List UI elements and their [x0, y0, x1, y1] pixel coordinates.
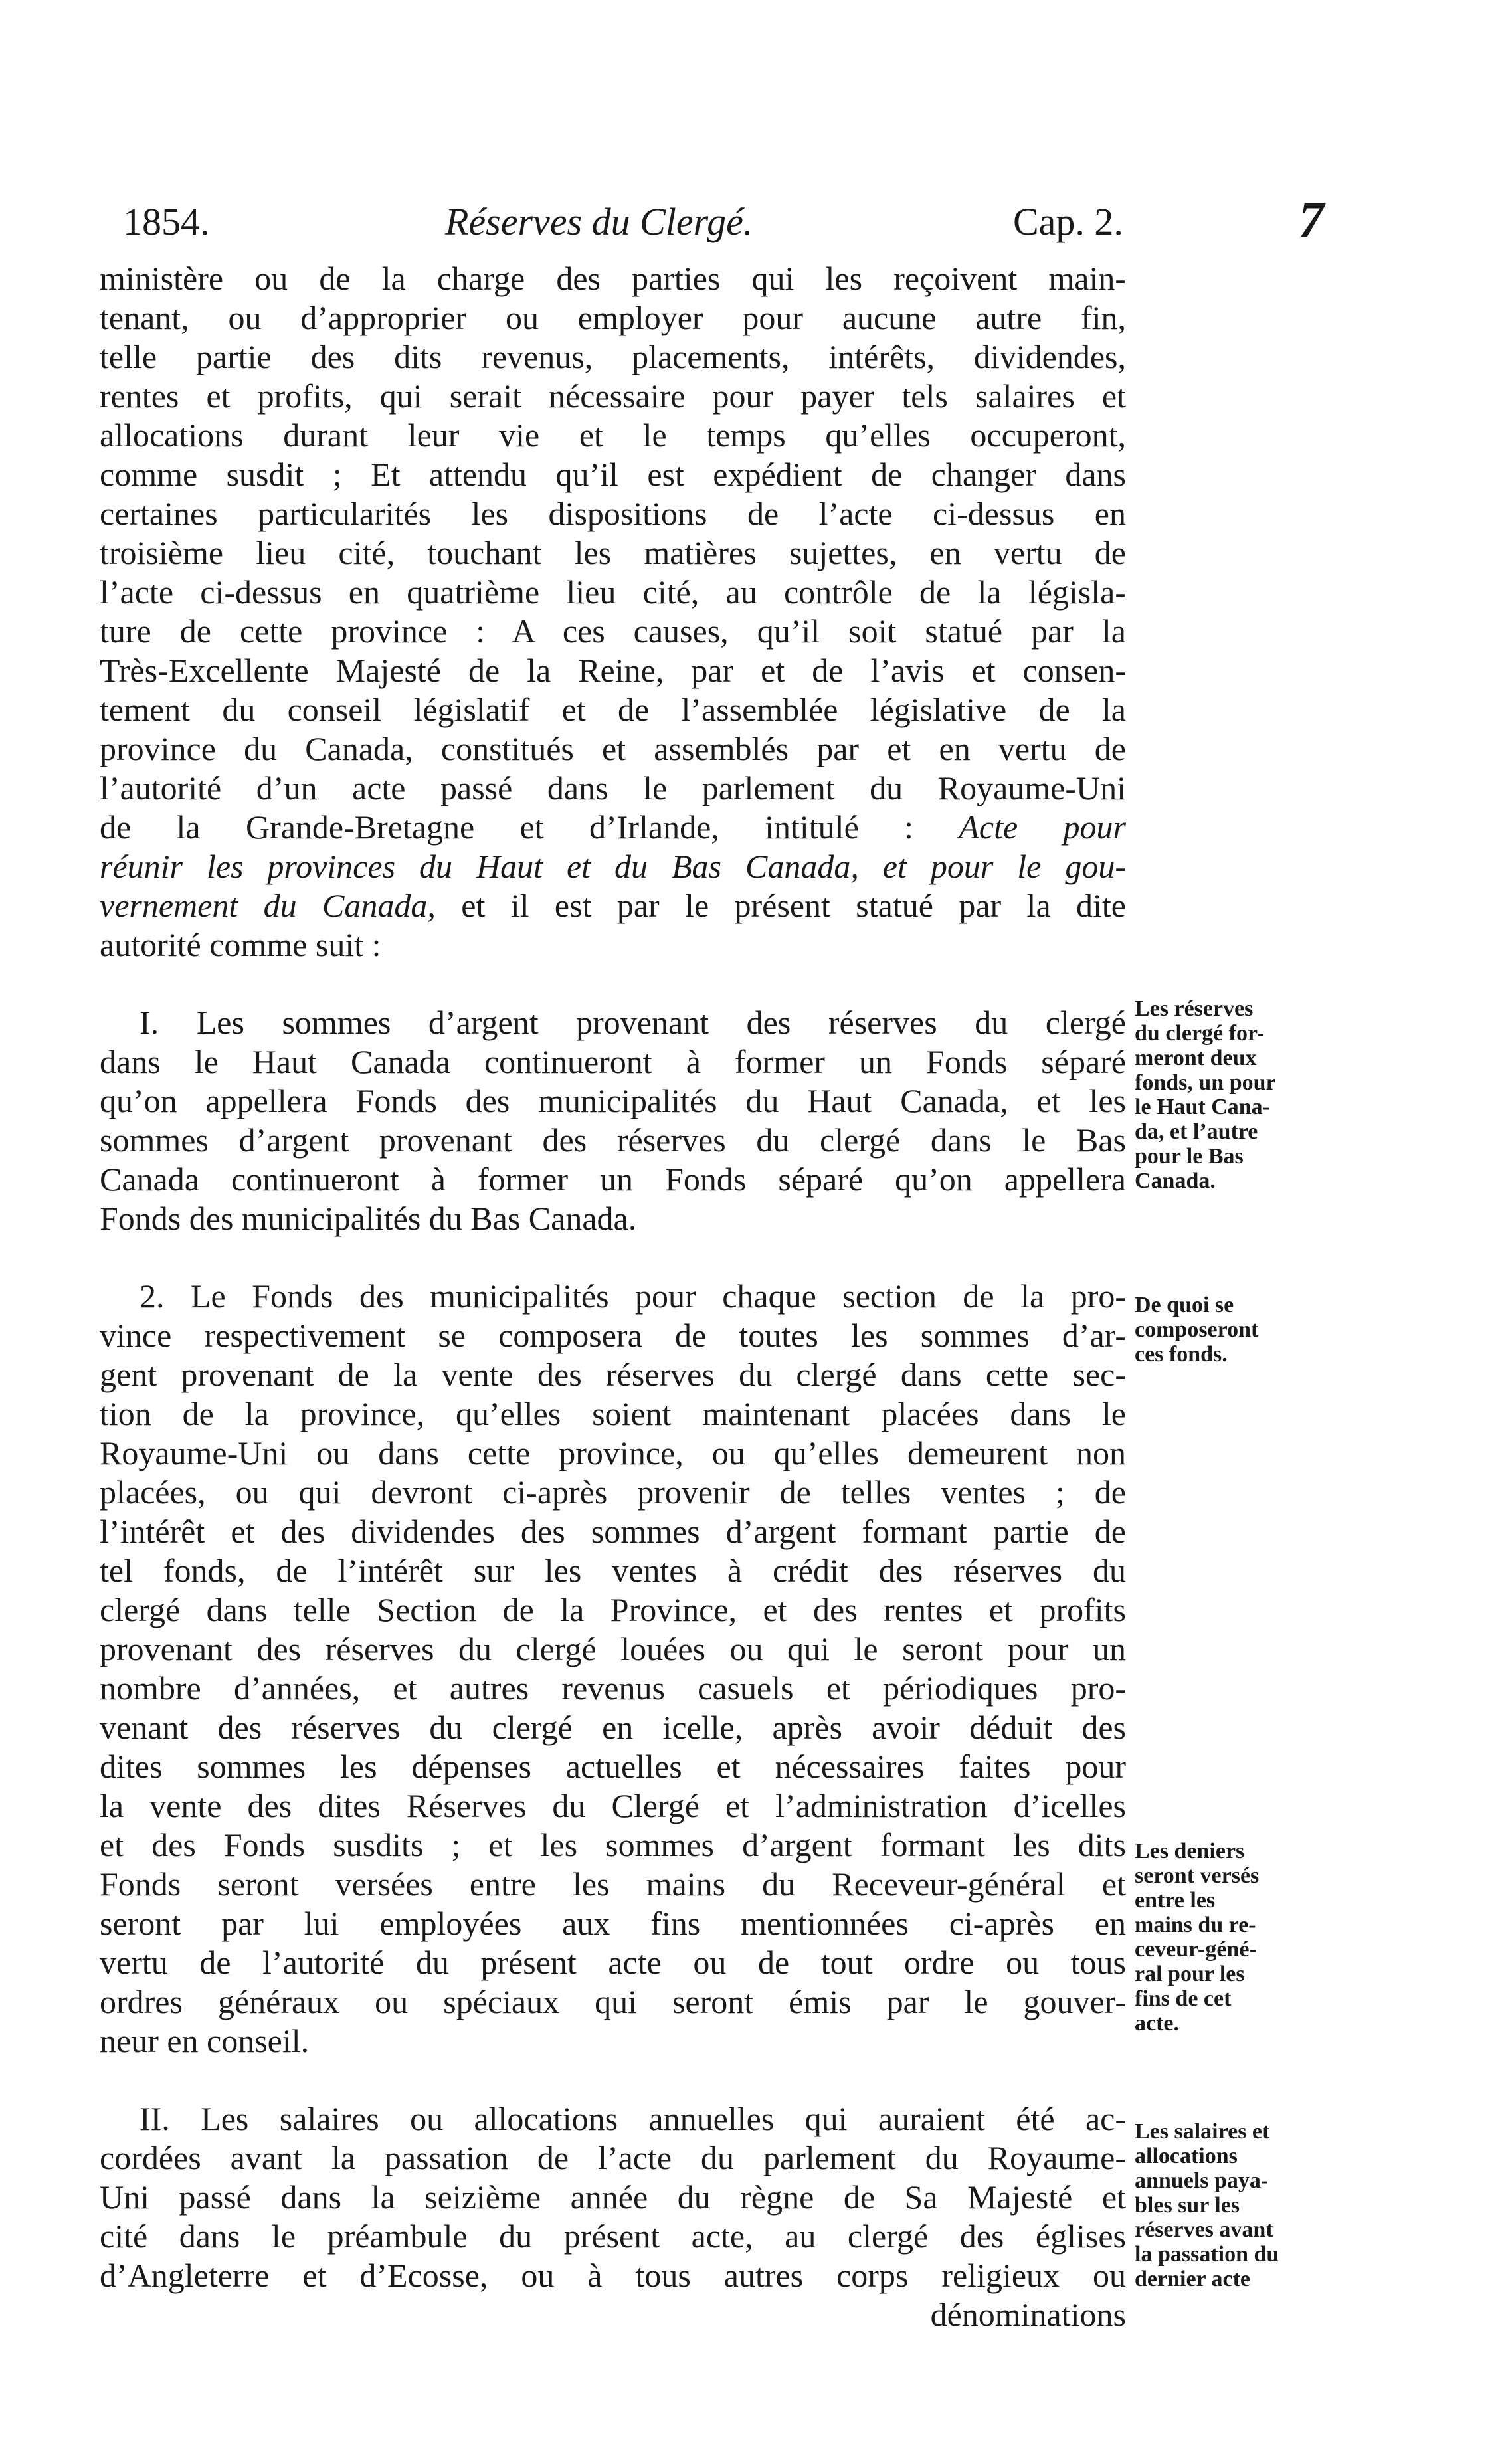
text-line: vince respectivement se composera de toutes les sommes d’ar- — [100, 1317, 1126, 1354]
text-line: cité dans le préambule du présent acte, au clergé des églises — [100, 2218, 1126, 2255]
header-chapter: Cap. 2. — [1013, 200, 1123, 243]
text-line — [100, 847, 1126, 886]
text-line: ture de cette province : A ces causes, qu’il soit statué par la — [100, 613, 1126, 650]
margin-line: le Haut Cana- — [1135, 1095, 1270, 1119]
text-line: tenant, ou d’approprier ou employer pour aucune autre fin, — [100, 299, 1126, 336]
text-line: l’acte ci-dessus en quatrième lieu cité, au contrôle de la législa- — [100, 573, 1126, 611]
margin-line: meront deux — [1135, 1046, 1257, 1070]
marginal-note-2 — [1135, 1293, 1334, 1367]
text-line: sommes d’argent provenant des réserves du clergé dans le Bas — [100, 1121, 1126, 1159]
text-line: seront par lui employées aux fins mentionnées ci-après en — [100, 1905, 1126, 1942]
margin-line: fonds, un pour — [1135, 1070, 1276, 1095]
text-line: provenant des réserves du clergé louées ou qui le seront pour un — [100, 1630, 1126, 1667]
text-line: gent provenant de la vente des réserves du clergé dans cette sec- — [100, 1356, 1126, 1393]
text-line: vertu de l’autorité du présent acte ou de tout ordre ou tous — [100, 1944, 1126, 1981]
text-line: cordées avant la passation de l’acte du parlement du Royaume- — [100, 2139, 1126, 2176]
margin-line: annuels paya- — [1135, 2168, 1269, 2193]
act-title-italic: vernement du Canada, — [100, 887, 436, 924]
section-II — [100, 2099, 1126, 2334]
margin-line: Canada. — [1135, 1169, 1216, 1193]
text-line: l’intérêt et des dividendes des sommes d’argent formant partie de — [100, 1513, 1126, 1550]
text-span: et il est par le présent statué par la dite — [435, 887, 1127, 924]
text-span: de la Grande-Bretagne et d’Irlande, intitulé : — [100, 808, 914, 846]
text-line: II. Les salaires ou allocations annuelles qui auraient été ac- — [140, 2100, 1126, 2137]
text-line: Très-Excellente Majesté de la Reine, par et de l’avis et consen- — [100, 652, 1126, 689]
text-line: autorité comme suit : — [100, 926, 381, 963]
text-line: Royaume-Uni ou dans cette province, ou qu’elles demeurent non — [100, 1434, 1126, 1471]
margin-line: da, et l’autre — [1135, 1119, 1258, 1144]
text-line: tement du conseil législatif et de l’assemblée législative de la — [100, 691, 1126, 728]
margin-line: allocations — [1135, 2144, 1238, 2168]
margin-line: ral pour les — [1135, 1962, 1245, 1986]
margin-line: bles sur les — [1135, 2193, 1240, 2218]
text-line: province du Canada, constitués et assemblés par et en vertu de — [100, 730, 1126, 767]
text-line: clergé dans telle Section de la Province, et des rentes et profits — [100, 1591, 1126, 1628]
marginal-note-3 — [1135, 1839, 1334, 2036]
margin-line: De quoi se — [1135, 1293, 1234, 1317]
margin-line: composeront — [1135, 1317, 1259, 1342]
margin-line: fins de cet — [1135, 1986, 1232, 2011]
text-line: troisième lieu cité, touchant les matières sujettes, en vertu de — [100, 534, 1126, 571]
margin-line: entre les — [1135, 1888, 1216, 1913]
act-title-italic: réunir les provinces du Haut et du Bas Canada, et pour le gou- — [100, 848, 1126, 885]
text-line: la vente des dites Réserves du Clergé et l’administration d’icelles — [100, 1787, 1126, 1824]
text-line — [100, 808, 1126, 847]
text-line: comme susdit ; Et attendu qu’il est expédient de changer dans — [100, 456, 1126, 493]
text-line: ordres généraux ou spéciaux qui seront émis par le gouver- — [100, 1983, 1126, 2020]
text-line: 2. Le Fonds des municipalités pour chaque section de la pro- — [140, 1278, 1126, 1315]
text-line: placées, ou qui devront ci-après provenir de telles ventes ; de — [100, 1473, 1126, 1511]
text-line: neur en conseil. — [100, 2022, 310, 2059]
margin-line: la passation du — [1135, 2242, 1279, 2267]
section-2 — [100, 1277, 1126, 2061]
text-line: allocations durant leur vie et le temps qu’elles occuperont, — [100, 417, 1126, 454]
margin-line: ceveur-géné- — [1135, 1937, 1257, 1962]
margin-line: dernier acte — [1135, 2267, 1251, 2291]
text-line: ministère ou de la charge des parties qui les reçoivent main- — [100, 260, 1126, 297]
text-line — [100, 886, 1126, 925]
header-title: Réserves du Clergé. — [445, 200, 753, 243]
preamble-paragraph — [100, 259, 1126, 965]
margin-line: du clergé for- — [1135, 1021, 1265, 1046]
page-number: 7 — [1299, 192, 1324, 248]
text-line: nombre d’années, et autres revenus casuels et périodiques pro- — [100, 1669, 1126, 1707]
margin-line: Les réserves — [1135, 996, 1254, 1021]
text-line: dites sommes les dépenses actuelles et nécessaires faites pour — [100, 1748, 1126, 1785]
text-line: Canada continueront à former un Fonds séparé qu’on appellera — [100, 1161, 1126, 1198]
catchword: dénominations — [930, 2296, 1126, 2333]
margin-line: ces fonds. — [1135, 1342, 1228, 1367]
margin-line: Les deniers — [1135, 1839, 1245, 1863]
section-I — [100, 1003, 1126, 1238]
text-line: venant des réserves du clergé en icelle, après avoir déduit des — [100, 1709, 1126, 1746]
text-line: l’autorité d’un acte passé dans le parlement du Royaume-Uni — [100, 769, 1126, 806]
text-line: dans le Haut Canada continueront à former un Fonds séparé — [100, 1043, 1126, 1080]
text-line: tel fonds, de l’intérêt sur les ventes à crédit des réserves du — [100, 1552, 1126, 1589]
marginal-note-1 — [1135, 996, 1334, 1193]
text-line: Uni passé dans la seizième année du règne de Sa Majesté et — [100, 2178, 1126, 2216]
text-line: telle partie des dits revenus, placements, intérêts, dividendes, — [100, 338, 1126, 375]
text-line: Fonds des municipalités du Bas Canada. — [100, 1200, 637, 1237]
body-text — [100, 259, 1126, 2334]
header-year: 1854. — [123, 200, 210, 243]
act-title-italic: Acte pour — [959, 808, 1127, 846]
running-header — [0, 192, 1496, 259]
margin-line: pour le Bas — [1135, 1144, 1244, 1169]
text-line: certaines particularités les dispositions de l’acte ci-dessus en — [100, 495, 1126, 532]
margin-line: seront versés — [1135, 1863, 1260, 1888]
text-line: I. Les sommes d’argent provenant des réserves du clergé — [140, 1004, 1126, 1041]
margin-line: mains du re- — [1135, 1913, 1256, 1937]
text-line: d’Angleterre et d’Ecosse, ou à tous autres corps religieux ou — [100, 2257, 1126, 2294]
text-line: et des Fonds susdits ; et les sommes d’argent formant les dits — [100, 1826, 1126, 1863]
margin-line: Les salaires et — [1135, 2119, 1270, 2144]
text-line: Fonds seront versées entre les mains du Receveur-général et — [100, 1865, 1126, 1903]
margin-line: réserves avant — [1135, 2218, 1273, 2242]
text-line: rentes et profits, qui serait nécessaire pour payer tels salaires et — [100, 377, 1126, 415]
text-line: qu’on appellera Fonds des municipalités du Haut Canada, et les — [100, 1082, 1126, 1119]
margin-line: acte. — [1135, 2011, 1180, 2036]
text-line: tion de la province, qu’elles soient maintenant placées dans le — [100, 1395, 1126, 1432]
marginal-note-4 — [1135, 2119, 1334, 2291]
